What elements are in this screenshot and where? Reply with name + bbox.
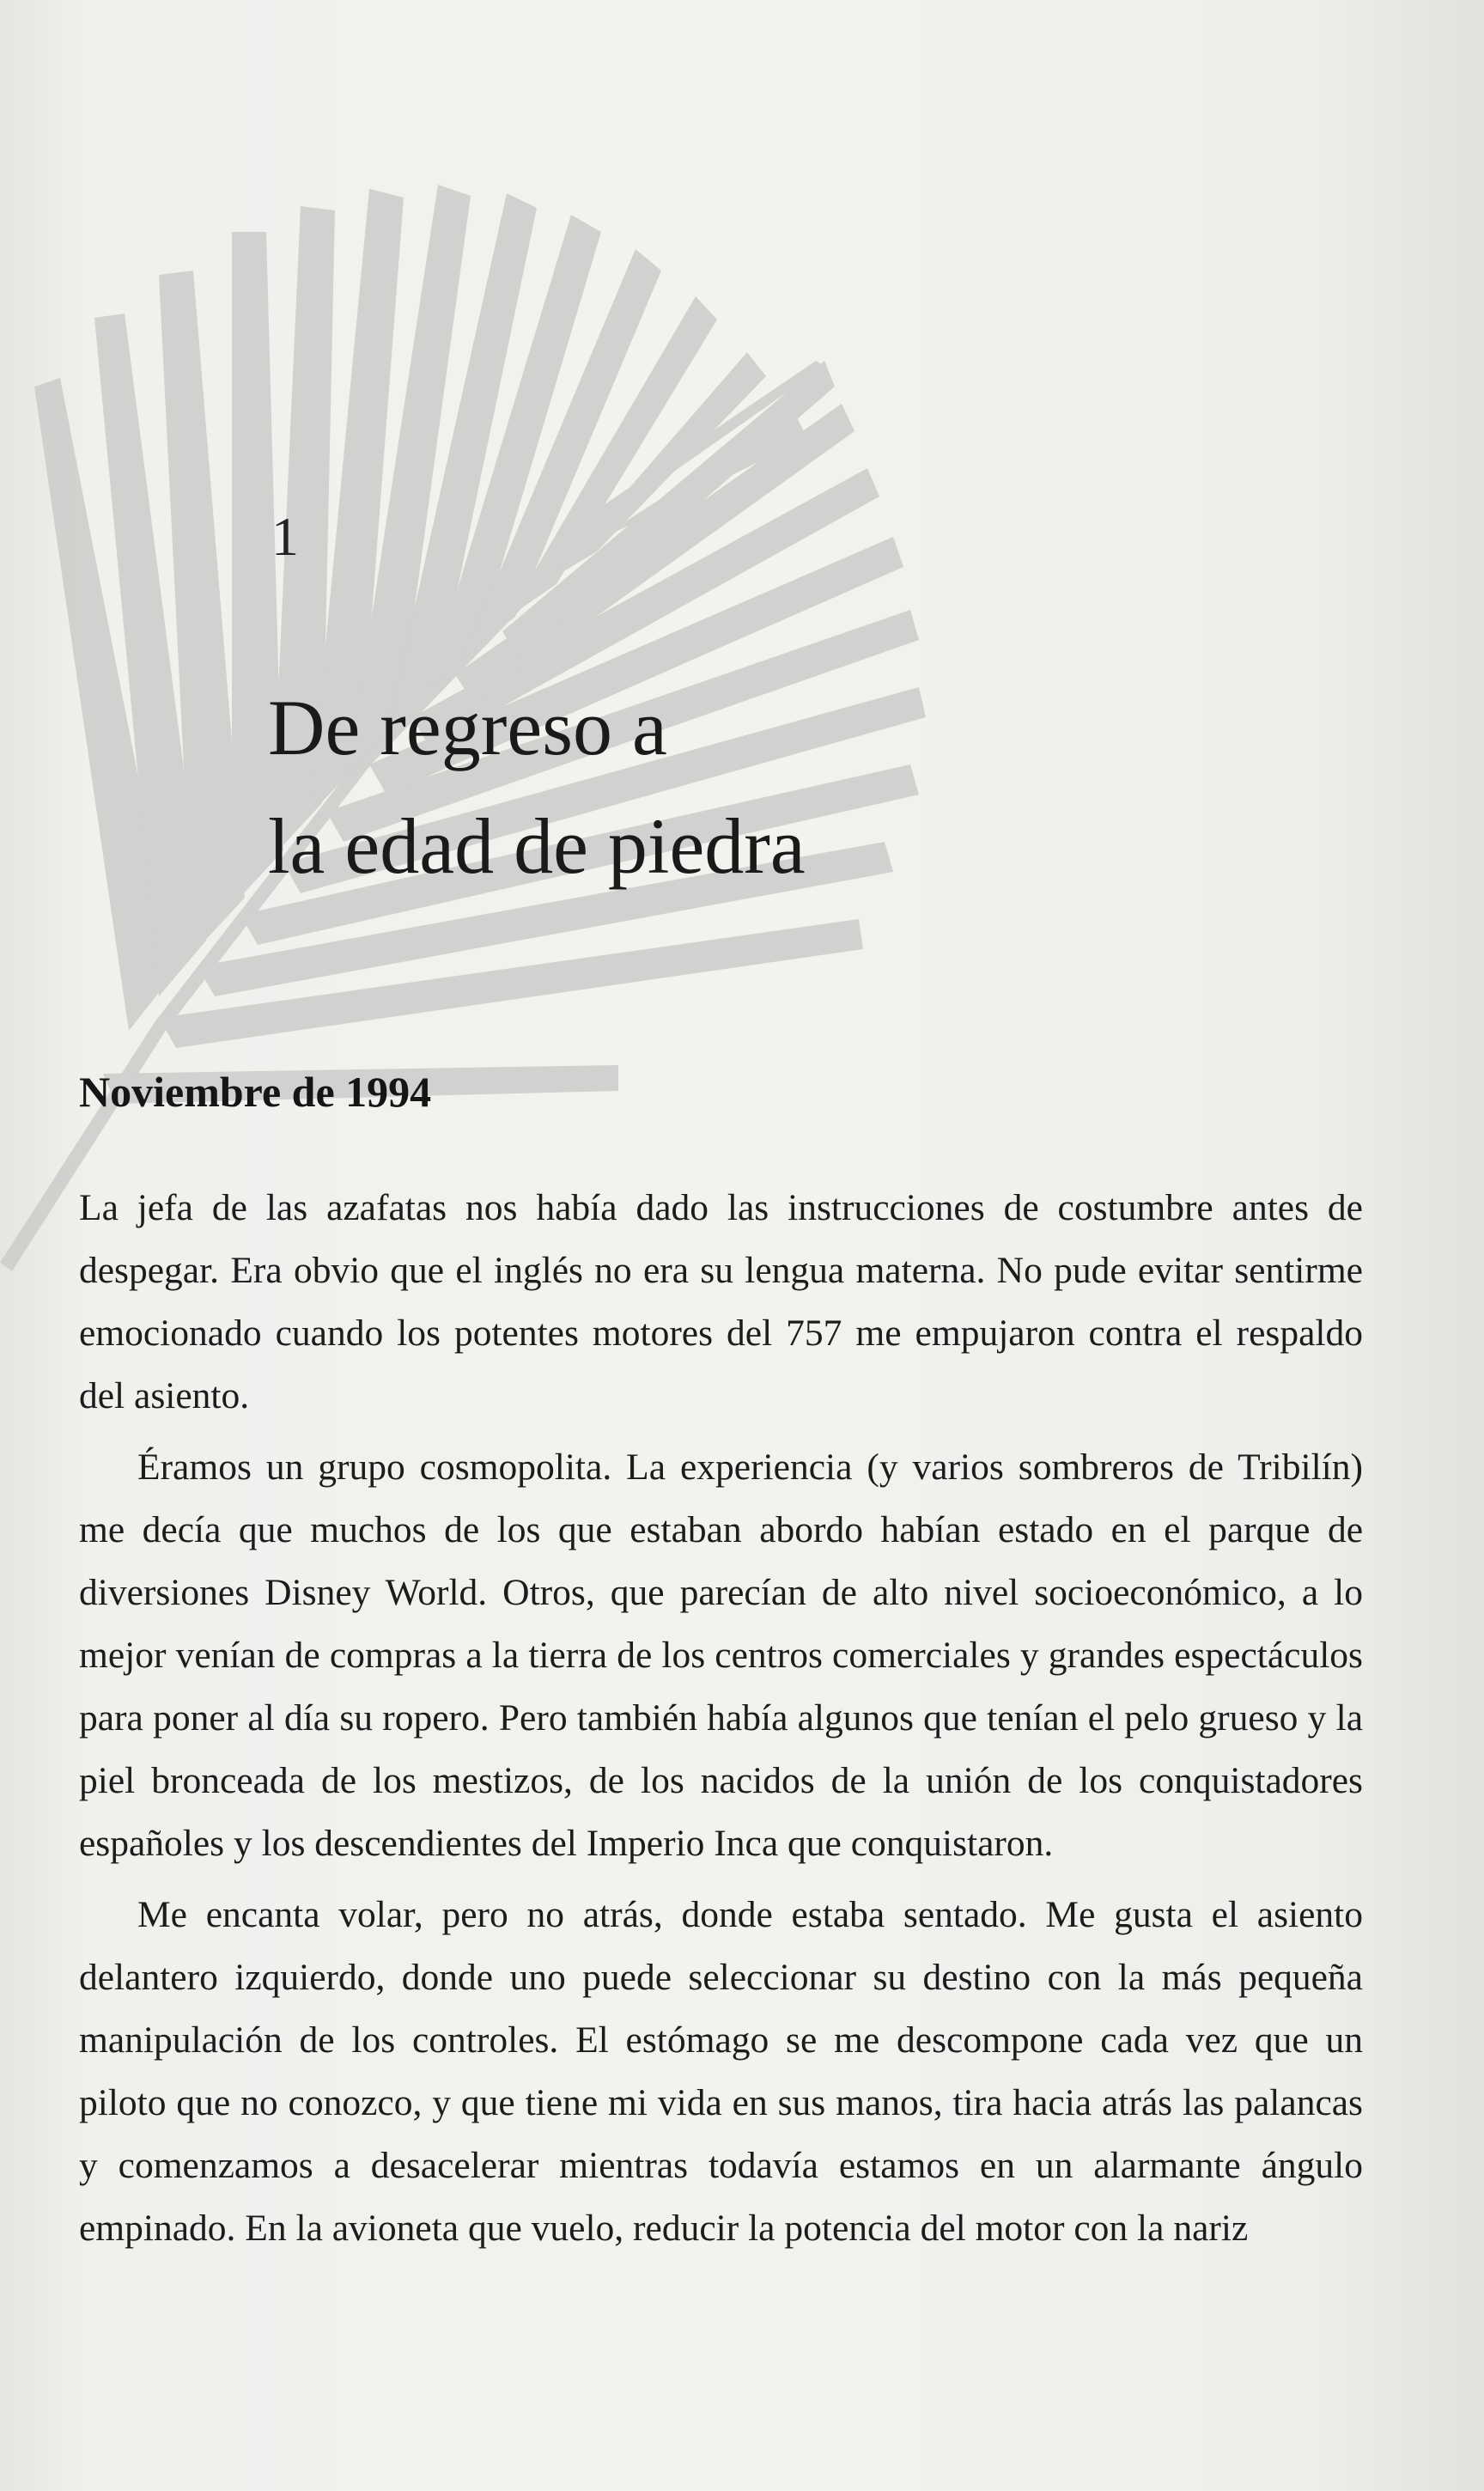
paragraph-3: Me encanta volar, pero no atrás, donde estaba sentado. Me gusta el asiento delantero izquierdo, donde uno puede seleccionar su destino con la más pequeña manipulación de los controles. El estómago se me descompone cada vez que un piloto que no conozco, y que tiene mi vida en sus manos, tira hacia atrás las palancas y comenzamos a desacelerar mientras todavía estamos en un alarmante ángulo empinado. En la avioneta que vuelo, reducir la potencia del motor con la nariz: [79, 1894, 1363, 2249]
paragraph-1: La jefa de las azafatas nos había dado las instrucciones de costumbre antes de despegar. Era obvio que el inglés no era su lengua materna. No pude evitar sentirme emocionado cuando los potentes motores del 757 me empujaron contra el respaldo del asiento.: [79, 1187, 1363, 1416]
chapter-title: [268, 668, 1041, 905]
chapter-title-line-2: la edad de piedra: [268, 802, 806, 890]
paragraph-2: Éramos un grupo cosmopolita. La experiencia (y varios sombreros de Tribilín) me decía que muchos de los que estaban abordo habían estado en el parque de diversiones Disney World. Otros, que parecían de alto nivel socioeconómico, a lo mejor venían de compras a la tierra de los centros comerciales y grandes espectáculos para poner al día su ropero. Pero también había algunos que tenían el pelo grueso y la piel bronceada de los mestizos, de los nacidos de la unión de los conquistadores españoles y los descendientes del Imperio Inca que conquistaron.: [79, 1446, 1363, 1864]
body-text: [79, 1177, 1363, 2269]
section-heading: Noviembre de 1994: [79, 1068, 432, 1116]
chapter-title-line-1: De regreso a: [268, 684, 667, 771]
chapter-number: 1: [271, 506, 299, 567]
